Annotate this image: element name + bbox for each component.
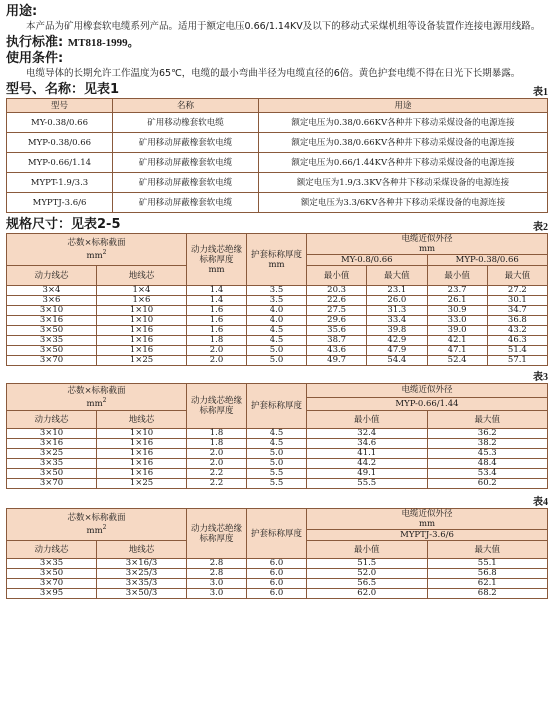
- t2-min1: 最小值: [307, 266, 367, 286]
- table-cell: 2.8: [187, 569, 247, 579]
- table-cell: 57.1: [487, 356, 547, 366]
- t3-core-header: 芯数×标称截面 $mm^2$: [7, 384, 187, 411]
- table-cell: 4.5: [247, 326, 307, 336]
- table-cell: 3×50: [7, 326, 97, 336]
- table-cell: 68.2: [427, 589, 548, 599]
- table-cell: 5.0: [247, 449, 307, 459]
- table-cell: 5.5: [247, 479, 307, 489]
- t3-min: 最小值: [307, 411, 428, 429]
- table-cell: 46.3: [487, 336, 547, 346]
- table-cell: 3×70: [7, 479, 97, 489]
- table-row: [7, 296, 548, 306]
- table-cell: 1×16: [97, 336, 187, 346]
- table-cell: 3×35/3: [97, 579, 187, 589]
- table-row: [7, 569, 548, 579]
- table-cell: 1.8: [187, 336, 247, 346]
- table-cell: 54.4: [367, 356, 427, 366]
- t2-sheath-header: 护套标称厚度 mm: [247, 234, 307, 286]
- table-cell: 1×16: [97, 326, 187, 336]
- usage-text: 本产品为矿用橡套软电缆系列产品。适用于额定电压0.66/1.14KV及以下的移动式采煤机组等设备装置作连接电源用线路。: [26, 21, 541, 32]
- table4-title-row: [6, 493, 548, 508]
- table-cell: 34.6: [307, 439, 428, 449]
- table-cell: MYP-0.66/1.14: [7, 153, 113, 173]
- table2-title-row: [6, 217, 548, 233]
- table-cell: 4.5: [247, 429, 307, 439]
- model-heading: 型号、名称：见表1: [6, 82, 120, 97]
- table-cell: 22.6: [307, 296, 367, 306]
- table-cell: 43.2: [487, 326, 547, 336]
- table-cell: 33.4: [367, 316, 427, 326]
- t4-max: 最大值: [427, 541, 548, 559]
- table-cell: 43.6: [307, 346, 367, 356]
- table-cell: 4.5: [247, 336, 307, 346]
- table-row: [7, 449, 548, 459]
- table-cell: 45.3: [427, 449, 548, 459]
- t4-min: 最小值: [307, 541, 428, 559]
- t2-max2: 最大值: [487, 266, 547, 286]
- table-cell: MYP-0.38/0.66: [7, 133, 113, 153]
- table-row: [7, 306, 548, 316]
- table-cell: 26.0: [367, 296, 427, 306]
- table-cell: 42.1: [427, 336, 487, 346]
- table-cell: 47.1: [427, 346, 487, 356]
- t2-ground-header: 地线芯: [97, 266, 187, 286]
- table-cell: 55.1: [427, 559, 548, 569]
- table-cell: 49.7: [307, 356, 367, 366]
- table-row: [7, 193, 548, 213]
- table-cell: 5.0: [247, 346, 307, 356]
- table-cell: 3×10: [7, 306, 97, 316]
- table-cell: 4.5: [247, 439, 307, 449]
- table-cell: 51.5: [307, 559, 428, 569]
- table-row: [7, 589, 548, 599]
- table-cell: 1×25: [97, 479, 187, 489]
- t3-ground-header: 地线芯: [97, 411, 187, 429]
- table-cell: 3×70: [7, 356, 97, 366]
- table-cell: 1×10: [97, 316, 187, 326]
- table4-caption: 表4: [533, 497, 548, 508]
- table-cell: 矿用移动屏蔽橡套软电缆: [113, 153, 259, 173]
- table-row: [7, 479, 548, 489]
- table-cell: 41.1: [307, 449, 428, 459]
- table-cell: 2.0: [187, 459, 247, 469]
- table-cell: 1.8: [187, 439, 247, 449]
- table-cell: 56.8: [427, 569, 548, 579]
- table-cell: 30.9: [427, 306, 487, 316]
- table-cell: 3×50: [7, 346, 97, 356]
- table-cell: 49.1: [307, 469, 428, 479]
- standard-value: MT818-1999。: [67, 37, 139, 49]
- t3-diam-header: 电缆近似外径: [307, 384, 548, 398]
- table-cell: 3.0: [187, 589, 247, 599]
- table-cell: 6.0: [247, 569, 307, 579]
- table-cell: 23.1: [367, 286, 427, 296]
- table-cell: 1×4: [97, 286, 187, 296]
- table-cell: 矿用移动屏蔽橡套软电缆: [113, 193, 259, 213]
- table-cell: 2.0: [187, 346, 247, 356]
- table-cell: 48.4: [427, 459, 548, 469]
- t2-group1: MY-0.8/0.66: [307, 255, 428, 266]
- size-table-4: [6, 508, 548, 599]
- table2-caption: 表2: [533, 222, 548, 233]
- size-table-3: [6, 383, 548, 489]
- table-cell: 额定电压为0.38/0.66KV各种井下移动采煤设备的电源连接: [259, 113, 548, 133]
- table-cell: 3×6: [7, 296, 97, 306]
- table-cell: 55.5: [307, 479, 428, 489]
- table-cell: 额定电压为1.9/3.3KV各种井下移动采煤设备的电源连接: [259, 173, 548, 193]
- table-cell: 32.4: [307, 429, 428, 439]
- t4-sheath-header: 护套标称厚度: [247, 509, 307, 559]
- t2-min2: 最小值: [427, 266, 487, 286]
- table-cell: 6.0: [247, 579, 307, 589]
- table-row: [7, 153, 548, 173]
- table-cell: 34.7: [487, 306, 547, 316]
- conditions-text: 电缆导体的长期允许工作温度为65℃，电缆的最小弯曲半径为电缆直径的6倍。黄色护套电缆不得在日光下长期暴露。: [26, 68, 521, 79]
- table-cell: 6.0: [247, 589, 307, 599]
- table-cell: 矿用移动屏蔽橡套软电缆: [113, 173, 259, 193]
- t4-group: MYPTJ-3.6/6: [307, 530, 548, 541]
- t2-group2: MYP-0.38/0.66: [427, 255, 548, 266]
- table-cell: 42.9: [367, 336, 427, 346]
- table-cell: MYPT-1.9/3.3: [7, 173, 113, 193]
- table-cell: 26.1: [427, 296, 487, 306]
- table-cell: 额定电压为3.3/6KV各种井下移动采煤设备的电源连接: [259, 193, 548, 213]
- table3-caption: 表3: [533, 372, 548, 383]
- table-cell: 52.4: [427, 356, 487, 366]
- model-table: [6, 98, 548, 213]
- t2-core-header: 芯数×标称截面 $mm^2$: [7, 234, 187, 266]
- t3-max: 最大值: [427, 411, 548, 429]
- table-cell: 3×95: [7, 589, 97, 599]
- table1-caption: 表1: [533, 87, 548, 98]
- table-cell: 1.4: [187, 296, 247, 306]
- table-cell: 2.2: [187, 469, 247, 479]
- t2-ins-header: 动力线芯绝缘标称厚度 mm: [187, 234, 247, 286]
- table-cell: 30.1: [487, 296, 547, 306]
- table-cell: 20.3: [307, 286, 367, 296]
- table-cell: 62.0: [307, 589, 428, 599]
- table-cell: 5.5: [247, 469, 307, 479]
- table-cell: 27.2: [487, 286, 547, 296]
- standard-heading: [6, 35, 554, 51]
- table-row: [7, 326, 548, 336]
- table-cell: 3×35: [7, 336, 97, 346]
- table-cell: 5.0: [247, 459, 307, 469]
- table-cell: 1.4: [187, 286, 247, 296]
- t3-sheath-header: 护套标称厚度: [247, 384, 307, 429]
- table-row: [7, 346, 548, 356]
- table-cell: 29.6: [307, 316, 367, 326]
- table-cell: 23.7: [427, 286, 487, 296]
- table-cell: 3.5: [247, 286, 307, 296]
- table-cell: 1×10: [97, 306, 187, 316]
- table-cell: 3×50: [7, 569, 97, 579]
- table-cell: 4.0: [247, 316, 307, 326]
- table-cell: 38.7: [307, 336, 367, 346]
- table-row: [7, 459, 548, 469]
- table-cell: 3.5: [247, 296, 307, 306]
- table-cell: 3×16/3: [97, 559, 187, 569]
- table-cell: 矿用移动橡套软电缆: [113, 113, 259, 133]
- table-row: [7, 356, 548, 366]
- t3-ins-header: 动力线芯绝缘标称厚度: [187, 384, 247, 429]
- t3-power-header: 动力线芯: [7, 411, 97, 429]
- table-cell: 1×16: [97, 346, 187, 356]
- table-row: [7, 559, 548, 569]
- table-cell: 1×16: [97, 469, 187, 479]
- table-cell: 52.0: [307, 569, 428, 579]
- table-cell: 5.0: [247, 356, 307, 366]
- table-row: [7, 469, 548, 479]
- table-cell: 4.0: [247, 306, 307, 316]
- table-cell: 35.6: [307, 326, 367, 336]
- col-model: 型号: [7, 99, 113, 113]
- table-cell: 1×16: [97, 439, 187, 449]
- table-cell: 3.0: [187, 579, 247, 589]
- table-cell: 44.2: [307, 459, 428, 469]
- table-row: [7, 336, 548, 346]
- table-cell: 39.0: [427, 326, 487, 336]
- table-cell: 3×16: [7, 316, 97, 326]
- table-cell: 3×16: [7, 439, 97, 449]
- table-cell: 53.4: [427, 469, 548, 479]
- t4-power-header: 动力线芯: [7, 541, 97, 559]
- t2-diam-header: 电缆近似外径 mm: [307, 234, 548, 255]
- table-cell: 39.8: [367, 326, 427, 336]
- table-cell: 51.4: [487, 346, 547, 356]
- table-row: [7, 286, 548, 296]
- t4-ground-header: 地线芯: [97, 541, 187, 559]
- table-cell: 3×10: [7, 429, 97, 439]
- table-cell: 33.0: [427, 316, 487, 326]
- table-row: [7, 429, 548, 439]
- table-cell: 36.2: [427, 429, 548, 439]
- col-use: 用途: [259, 99, 548, 113]
- table-cell: 额定电压为0.38/0.66KV各种井下移动采煤设备的电源连接: [259, 133, 548, 153]
- table-cell: 1×16: [97, 449, 187, 459]
- table3-title-row: [6, 368, 548, 383]
- table-cell: 3×25/3: [97, 569, 187, 579]
- table-cell: 2.2: [187, 479, 247, 489]
- standard-label: 执行标准:: [6, 35, 64, 50]
- table-cell: 62.1: [427, 579, 548, 589]
- table-cell: 3×35: [7, 559, 97, 569]
- table-cell: 1.6: [187, 316, 247, 326]
- table-cell: 56.5: [307, 579, 428, 589]
- table1-title-row: [6, 82, 548, 98]
- table-cell: 6.0: [247, 559, 307, 569]
- table-cell: 31.3: [367, 306, 427, 316]
- table-cell: 3×50: [7, 469, 97, 479]
- table-cell: 3×25: [7, 449, 97, 459]
- t4-core-header: 芯数×标称截面 $mm^2$: [7, 509, 187, 541]
- table-cell: 38.2: [427, 439, 548, 449]
- table-cell: 2.8: [187, 559, 247, 569]
- conditions-heading: 使用条件:: [6, 51, 64, 66]
- table-cell: MYPTJ-3.6/6: [7, 193, 113, 213]
- table-cell: 3×70: [7, 579, 97, 589]
- table-cell: 3×4: [7, 286, 97, 296]
- table-row: [7, 579, 548, 589]
- table-cell: 1×10: [97, 429, 187, 439]
- table-cell: 3×50/3: [97, 589, 187, 599]
- t4-ins-header: 动力线芯绝缘标称厚度: [187, 509, 247, 559]
- table-cell: 36.8: [487, 316, 547, 326]
- table-cell: 27.5: [307, 306, 367, 316]
- table-cell: 2.0: [187, 356, 247, 366]
- usage-heading: 用途:: [6, 4, 38, 19]
- table-row: [7, 173, 548, 193]
- table-cell: 3×35: [7, 459, 97, 469]
- t2-power-header: 动力线芯: [7, 266, 97, 286]
- table-cell: 矿用移动屏蔽橡套软电缆: [113, 133, 259, 153]
- t2-max1: 最大值: [367, 266, 427, 286]
- table-cell: 1.6: [187, 326, 247, 336]
- table-cell: 额定电压为0.66/1.44KV各种井下移动采煤设备的电源连接: [259, 153, 548, 173]
- table-row: [7, 133, 548, 153]
- t4-diam-header: 电缆近似外径 mm: [307, 509, 548, 530]
- table-cell: 47.9: [367, 346, 427, 356]
- t3-group: MYP-0.66/1.44: [307, 397, 548, 411]
- table-cell: 60.2: [427, 479, 548, 489]
- table-cell: 2.0: [187, 449, 247, 459]
- table-cell: 1×16: [97, 459, 187, 469]
- table-cell: 1×6: [97, 296, 187, 306]
- table-cell: 1.6: [187, 306, 247, 316]
- table-row: [7, 439, 548, 449]
- size-table-2: [6, 233, 548, 366]
- table-cell: MY-0.38/0.66: [7, 113, 113, 133]
- col-name: 名称: [113, 99, 259, 113]
- size-heading: 规格尺寸：见表2-5: [6, 217, 121, 232]
- table-row: [7, 113, 548, 133]
- table-cell: 1×25: [97, 356, 187, 366]
- table-row: [7, 316, 548, 326]
- table-cell: 1.8: [187, 429, 247, 439]
